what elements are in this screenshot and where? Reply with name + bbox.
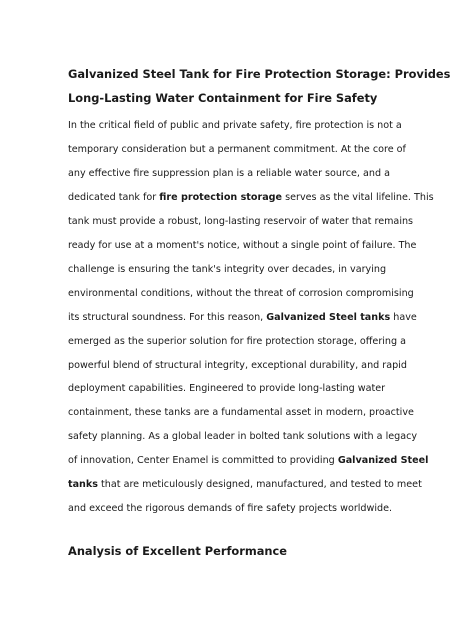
intro-paragraph — [68, 114, 434, 521]
text-run: have — [390, 311, 417, 323]
paragraph-line — [68, 306, 417, 330]
title-line: Long-Lasting Water Containment for Fire Safety — [68, 90, 378, 105]
bold-phrase: tanks — [68, 479, 98, 491]
text-run: environmental conditions, without the threat of corrosion compromising — [68, 287, 414, 299]
text-run: serves as the vital lifeline. This — [282, 191, 434, 203]
paragraph-line — [68, 282, 414, 306]
paragraph-line — [68, 138, 406, 162]
section-heading: Analysis of Excellent Performance — [68, 544, 288, 558]
text-run: and exceed the rigorous demands of fire safety projects worldwide. — [68, 503, 393, 515]
paragraph-line — [68, 425, 418, 449]
text-run: powerful blend of structural integrity, exceptional durability, and rapid — [68, 359, 407, 371]
text-run: safety planning. As a global leader in bolted tank solutions with a legacy — [68, 431, 418, 443]
text-run: ready for use at a moment's notice, without a single point of failure. The — [68, 239, 417, 251]
paragraph-line — [68, 234, 417, 258]
paragraph-line — [68, 114, 402, 138]
paragraph-line — [68, 162, 402, 186]
text-run: emerged as the superior solution for fire protection storage, offering a — [68, 335, 407, 347]
title-line: Galvanized Steel Tank for Fire Protection Storage: Provides — [68, 67, 451, 81]
text-run: dedicated tank for — [68, 191, 160, 203]
paragraph-line — [68, 497, 402, 521]
paragraph-line — [68, 210, 414, 234]
text-run: challenge is ensuring the tank's integrity over decades, in varying — [68, 263, 387, 275]
text-run: temporary consideration but a permanent commitment. At the core of — [68, 143, 406, 155]
text-run: that are meticulously designed, manufactured, and tested to meet — [97, 479, 422, 491]
paragraph-line — [68, 449, 429, 473]
bold-phrase: Galvanized Steel — [337, 455, 429, 467]
paragraph-line — [68, 186, 434, 210]
text-run: deployment capabilities. Engineered to provide long-lasting water — [68, 383, 386, 395]
bold-phrase: Galvanized Steel tanks — [266, 311, 391, 323]
text-run: containment, these tanks are a fundamental asset in modern, proactive — [68, 407, 414, 419]
paragraph-line — [68, 473, 422, 497]
paragraph-line — [68, 401, 414, 425]
text-run: its structural soundness. For this reason, — [68, 311, 267, 323]
text-run: any effective fire suppression plan is a reliable water source, and a — [68, 167, 390, 179]
text-run: tank must provide a robust, long-lasting reservoir of water that remains — [68, 215, 414, 227]
document-title — [68, 63, 451, 110]
paragraph-line — [68, 258, 402, 282]
paragraph-line — [68, 377, 402, 401]
text-run: In the critical field of public and private safety, fire protection is not a — [68, 120, 402, 131]
text-run: of innovation, Center Enamel is committed to providing — [68, 455, 338, 467]
paragraph-line — [68, 330, 407, 354]
bold-phrase: fire protection storage — [159, 191, 283, 203]
paragraph-line — [68, 354, 407, 378]
